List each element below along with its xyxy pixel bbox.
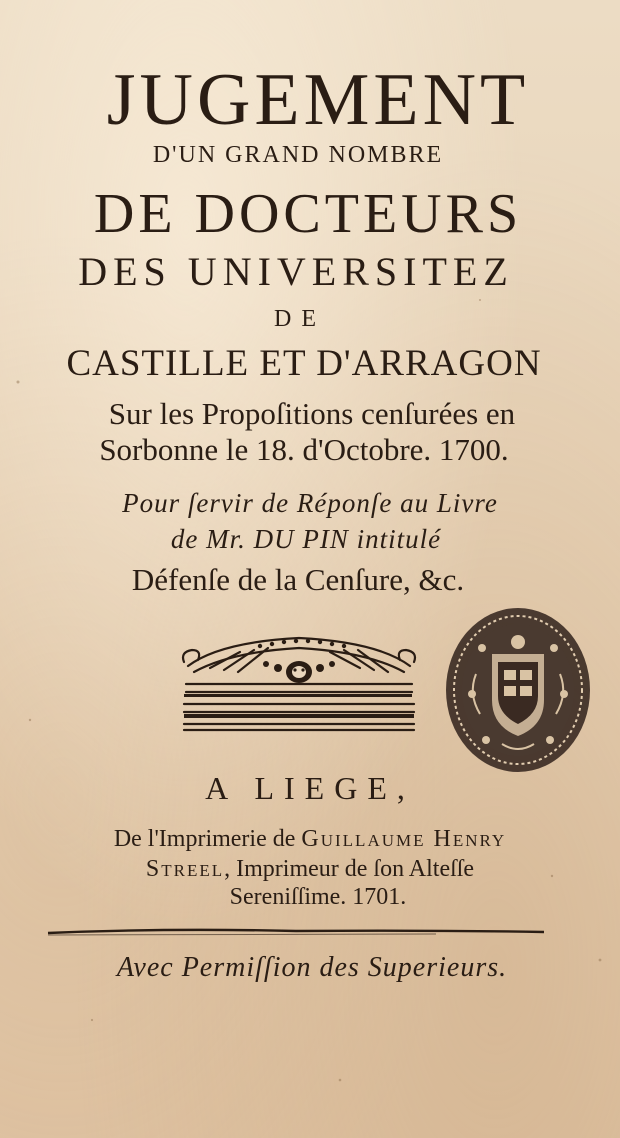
printer-name: Guillaume Henry [301, 826, 507, 852]
title-line-docteurs: DE DOCTEURS [93, 183, 523, 245]
title-subline: D'UN GRAND NOMBRE [152, 142, 444, 168]
imprint-line-1 [0, 826, 620, 853]
divider-rule [46, 926, 546, 938]
imprint-line-2 [0, 856, 620, 883]
book-title: JUGEMENT [106, 59, 530, 141]
imprint-line-2-text: , Imprimeur de ſon Alteſſe [224, 856, 475, 882]
title-line-de: DE [274, 306, 326, 332]
title-line-universitez: DES UNIVERSITEZ [78, 249, 514, 294]
imprint-place: A LIEGE, [205, 770, 415, 806]
purpose-line-2: de Mr. DU PIN intitulé [170, 524, 442, 554]
printer-surname: Streel [145, 856, 225, 882]
purpose-line-1: Pour ſervir de Réponſe au Livre [122, 488, 498, 518]
imprint-line-1-text: De l'Imprimerie de [113, 826, 302, 852]
description-line-2: Sorbonne le 18. d'Octobre. 1700. [99, 432, 509, 467]
printers-ornament-icon [180, 628, 418, 738]
imprint-line-3: Sereniſſime. 1701. [229, 884, 407, 910]
title-line-castille: CASTILLE ET D'ARRAGON [66, 343, 542, 384]
description-line-1: Sur les Propoſitions cenſurées en [108, 396, 516, 431]
permission-line: Avec Permiſſion des Superieurs. [116, 952, 508, 983]
defense-line: Défenſe de la Cenſure, &c. [131, 562, 465, 597]
library-stamp-icon [442, 604, 594, 776]
